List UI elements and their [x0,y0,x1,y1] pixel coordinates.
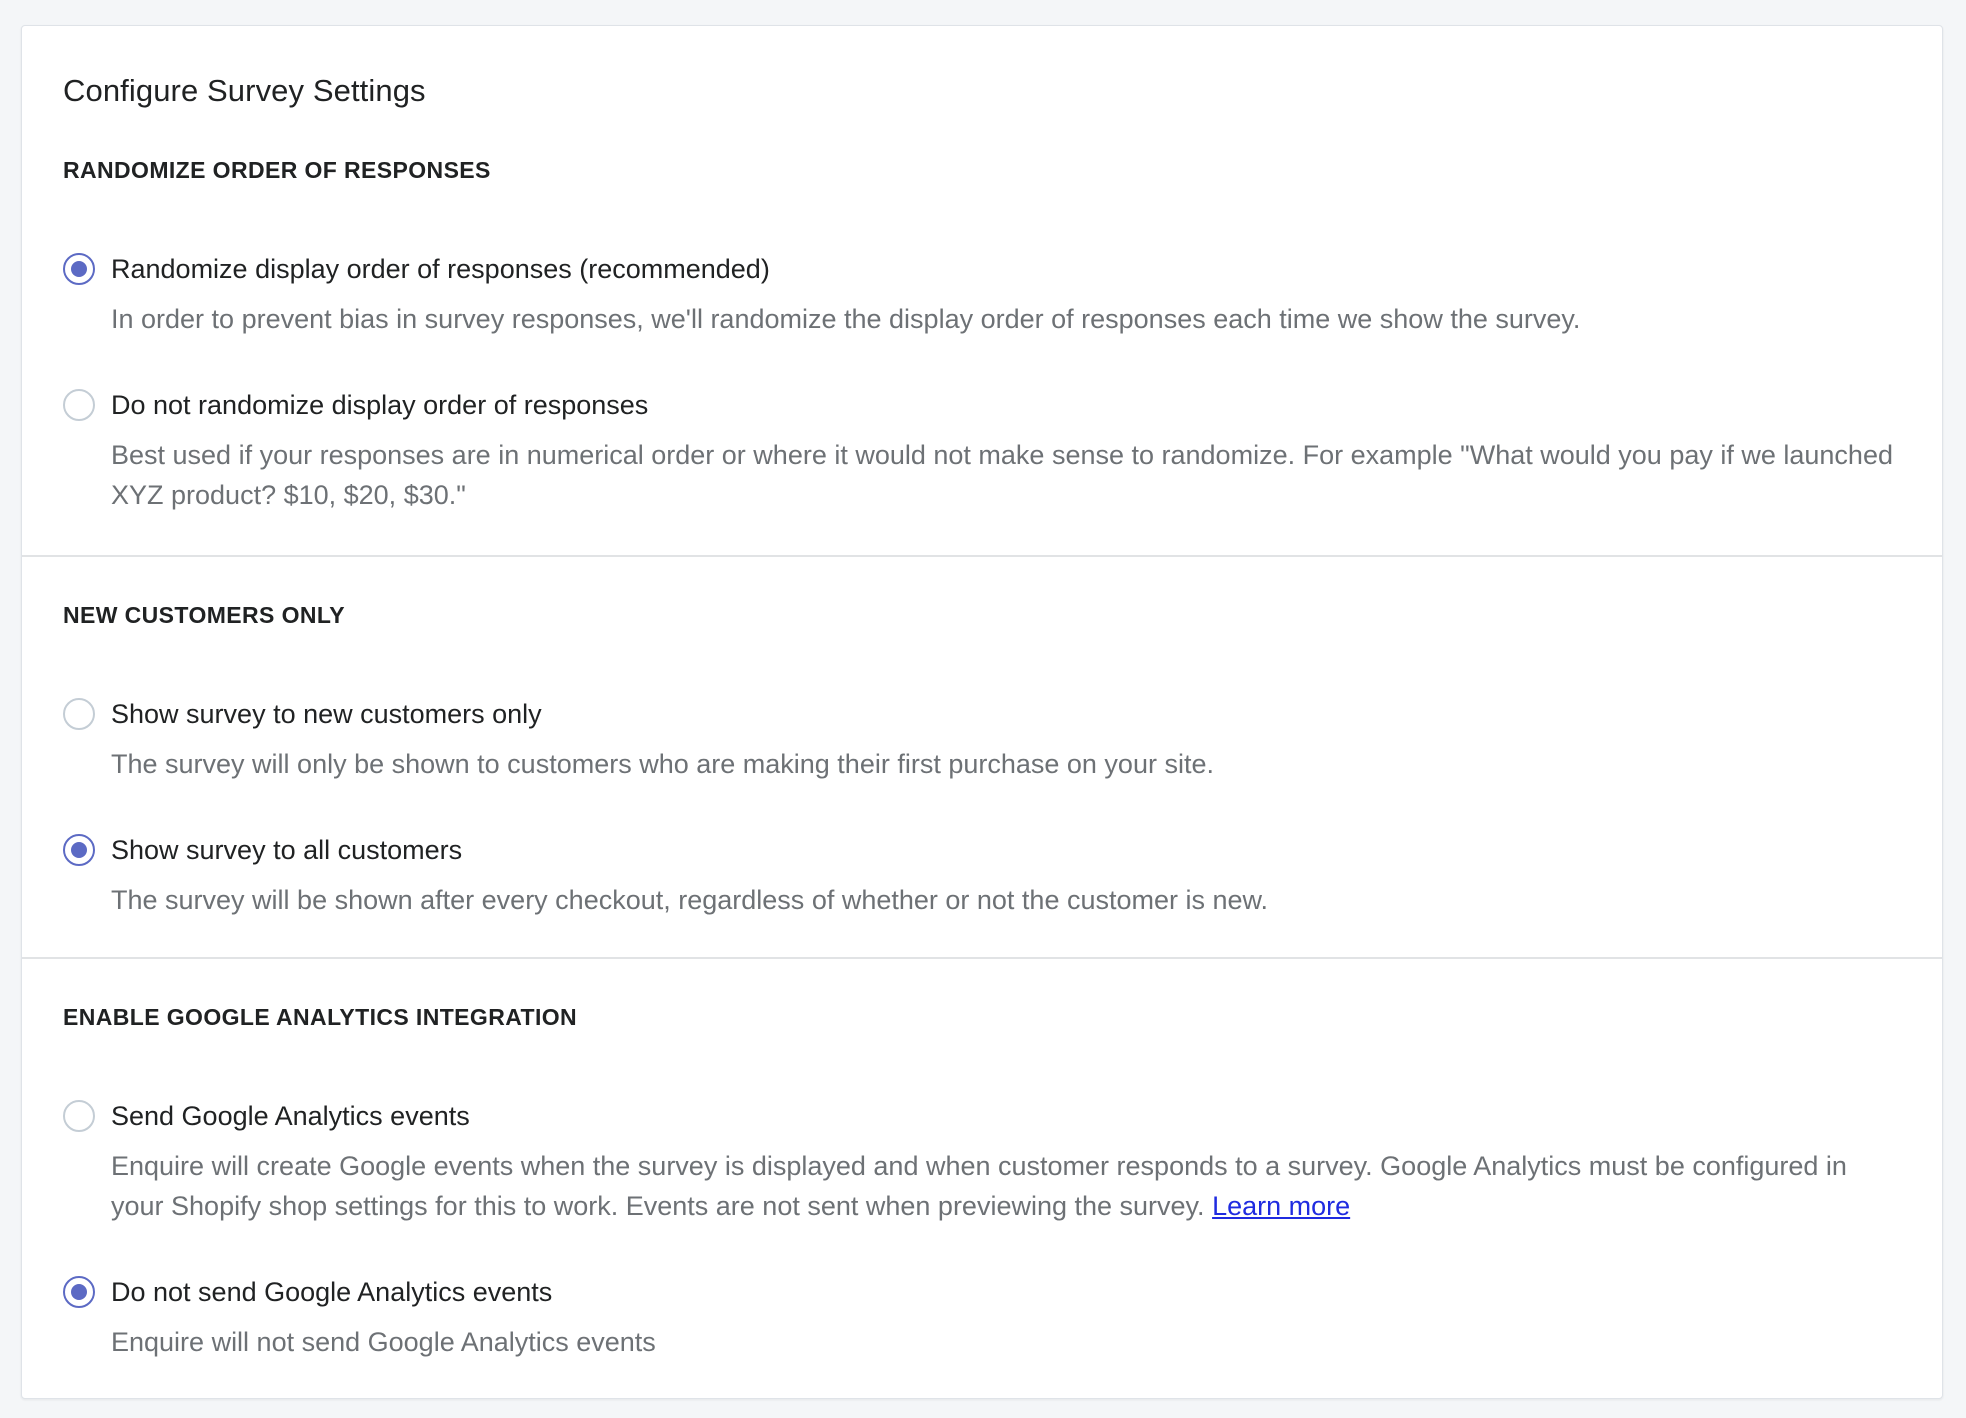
option-help-text: Best used if your responses are in numerical order or where it would not make sense to randomize. For example "What would you pay if we launched XYZ product? $10, $20, $30." [111,440,1893,510]
option-label[interactable]: Show survey to new customers only [111,699,542,729]
option-label[interactable]: Randomize display order of responses (recommended) [111,254,770,284]
randomize-section [22,26,1942,555]
option-help-text: The survey will be shown after every checkout, regardless of whether or not the customer is new. [111,885,1269,915]
section-heading-google-analytics: ENABLE GOOGLE ANALYTICS INTEGRATION [63,1004,578,1030]
option-label[interactable]: Show survey to all customers [111,835,463,865]
option-new-customers-only [63,696,1901,784]
option-randomize [63,251,1901,339]
radio-no-randomize[interactable] [63,389,95,421]
option-help-text: In order to prevent bias in survey responses, we'll randomize the display order of responses each time we show the survey. [111,304,1581,334]
option-help-body: Enquire will create Google events when the survey is displayed and when customer responds to a survey. Google Analytics must be configured in your Shopify shop settings for this to work. Events are not sent when previewing the survey. [111,1151,1847,1221]
option-label[interactable]: Send Google Analytics events [111,1101,470,1131]
option-help-text: The survey will only be shown to customers who are making their first purchase on your site. [111,749,1214,779]
new-customers-section [22,555,1942,957]
section-heading-new-customers: NEW CUSTOMERS ONLY [63,602,345,628]
radio-all-customers[interactable] [63,834,95,866]
option-help-text [111,1146,1901,1226]
radio-new-customers-only[interactable] [63,698,95,730]
radio-randomize[interactable] [63,253,95,285]
section-heading-randomize: RANDOMIZE ORDER OF RESPONSES [63,157,491,183]
survey-settings-card [21,25,1943,1399]
option-no-ga-events [63,1274,1901,1362]
option-help-text: Enquire will not send Google Analytics events [111,1327,656,1357]
option-label[interactable]: Do not randomize display order of responses [111,390,649,420]
option-no-randomize [63,387,1901,515]
option-all-customers [63,832,1901,920]
radio-send-ga-events[interactable] [63,1100,95,1132]
radio-no-ga-events[interactable] [63,1276,95,1308]
option-label[interactable]: Do not send Google Analytics events [111,1277,553,1307]
google-analytics-section [22,957,1942,1397]
card-title: Configure Survey Settings [63,73,426,108]
option-send-ga-events [63,1098,1901,1226]
learn-more-link[interactable]: Learn more [1212,1191,1351,1221]
